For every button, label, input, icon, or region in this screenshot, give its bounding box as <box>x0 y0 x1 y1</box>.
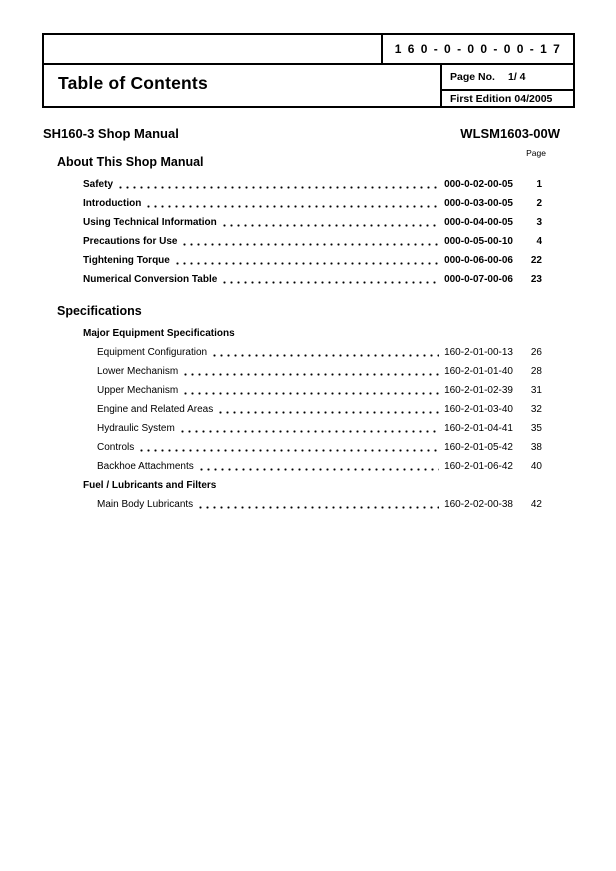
toc-entry-label: Equipment Configuration <box>97 347 208 358</box>
dot-leader <box>145 205 439 208</box>
document-code: 1 6 0 - 0 - 0 0 - 0 0 - 1 7 <box>381 35 573 63</box>
toc-entry <box>97 381 542 400</box>
dot-leader <box>182 373 439 376</box>
toc-entry-code: 000-0-06-00-06 <box>444 255 513 266</box>
toc-entry <box>83 194 542 213</box>
edition-row <box>442 91 573 106</box>
header-blank-cell <box>44 35 381 63</box>
toc-section-title: Specifications <box>57 304 142 318</box>
dot-leader <box>217 411 439 414</box>
toc-entry-code: 160-2-01-00-13 <box>444 347 513 358</box>
toc-entry-page: 42 <box>530 499 542 510</box>
manual-name: SH160-3 Shop Manual <box>43 126 179 141</box>
toc-entry-page: 22 <box>530 255 542 266</box>
toc-entry-code: 000-0-03-00-05 <box>444 198 513 209</box>
toc-entry-page: 28 <box>530 366 542 377</box>
toc-section-title: About This Shop Manual <box>57 155 204 169</box>
dot-leader <box>174 262 439 265</box>
toc-entry <box>83 175 542 194</box>
toc-section <box>0 154 616 289</box>
toc-entry <box>83 270 542 289</box>
toc-group-title: Major Equipment Specifications <box>83 328 235 339</box>
page-number-value: 1/ 4 <box>508 71 526 83</box>
toc-entry-label: Main Body Lubricants <box>97 499 194 510</box>
toc-entry-code: 000-0-02-00-05 <box>444 179 513 190</box>
toc <box>0 154 616 514</box>
dot-leader <box>221 224 439 227</box>
toc-entry <box>83 232 542 251</box>
toc-entry-label: Hydraulic System <box>97 423 175 434</box>
page-title: Table of Contents <box>58 73 208 93</box>
toc-entry <box>97 438 542 457</box>
dot-leader <box>181 243 439 246</box>
toc-entry-label: Safety <box>83 179 114 190</box>
toc-entry <box>97 495 542 514</box>
toc-entry-page: 38 <box>530 442 542 453</box>
page-column-header: Page <box>526 148 546 158</box>
toc-entry-label: Numerical Conversion Table <box>83 274 218 285</box>
document-subheader <box>43 126 560 141</box>
toc-entry-code: 160-2-01-06-42 <box>444 461 513 472</box>
toc-entry-label: Upper Mechanism <box>97 385 179 396</box>
toc-entry-label: Lower Mechanism <box>97 366 179 377</box>
edition-label: First Edition <box>450 92 512 105</box>
dot-leader <box>182 392 439 395</box>
toc-entry <box>97 419 542 438</box>
toc-entry-page: 26 <box>530 347 542 358</box>
toc-entry-label: Engine and Related Areas <box>97 404 214 415</box>
toc-entry-page: 35 <box>530 423 542 434</box>
toc-entry-label: Precautions for Use <box>83 236 178 247</box>
toc-entry-label: Controls <box>97 442 135 453</box>
toc-entry-page: 2 <box>536 198 542 209</box>
toc-entry-code: 160-2-02-00-38 <box>444 499 513 510</box>
toc-entry-page: 1 <box>536 179 542 190</box>
document-number: WLSM1603-00W <box>460 126 560 141</box>
toc-entry-label: Using Technical Information <box>83 217 217 228</box>
toc-entry-code: 160-2-01-01-40 <box>444 366 513 377</box>
toc-entry-code: 160-2-01-05-42 <box>444 442 513 453</box>
page-number-label: Page No. <box>450 71 495 83</box>
header-bottom-row <box>44 65 573 106</box>
toc-entry-code: 000-0-07-00-06 <box>444 274 513 285</box>
toc-entry-page: 4 <box>536 236 542 247</box>
toc-entry-code: 160-2-01-04-41 <box>444 423 513 434</box>
header-meta-box <box>440 65 573 106</box>
toc-entry <box>97 362 542 381</box>
toc-entry <box>97 343 542 362</box>
toc-entry-code: 000-0-05-00-10 <box>444 236 513 247</box>
dot-leader <box>117 186 439 189</box>
toc-entry-code: 160-2-01-02-39 <box>444 385 513 396</box>
page-number-row <box>442 65 573 91</box>
dot-leader <box>211 354 439 357</box>
toc-entry-code: 000-0-04-00-05 <box>444 217 513 228</box>
toc-group-title: Fuel / Lubricants and Filters <box>83 480 217 491</box>
toc-entry-page: 31 <box>530 385 542 396</box>
toc-entry-page: 32 <box>530 404 542 415</box>
toc-entry-page: 3 <box>536 217 542 228</box>
dot-leader <box>179 430 439 433</box>
toc-entry-page: 23 <box>530 274 542 285</box>
toc-entry-label: Introduction <box>83 198 142 209</box>
dot-leader <box>198 468 439 471</box>
page-header-box <box>42 33 575 108</box>
dot-leader <box>138 449 439 452</box>
toc-entry <box>97 457 542 476</box>
toc-entry <box>83 251 542 270</box>
toc-entry-label: Tightening Torque <box>83 255 170 266</box>
toc-entry-label: Backhoe Attachments <box>97 461 194 472</box>
dot-leader <box>197 506 439 509</box>
toc-entry <box>97 400 542 419</box>
toc-entry-page: 40 <box>530 461 542 472</box>
dot-leader <box>221 281 439 284</box>
toc-section <box>0 303 616 514</box>
toc-entry <box>83 213 542 232</box>
toc-entry-code: 160-2-01-03-40 <box>444 404 513 415</box>
header-top-row <box>44 35 573 65</box>
edition-value: : 04/2005 <box>508 92 553 105</box>
